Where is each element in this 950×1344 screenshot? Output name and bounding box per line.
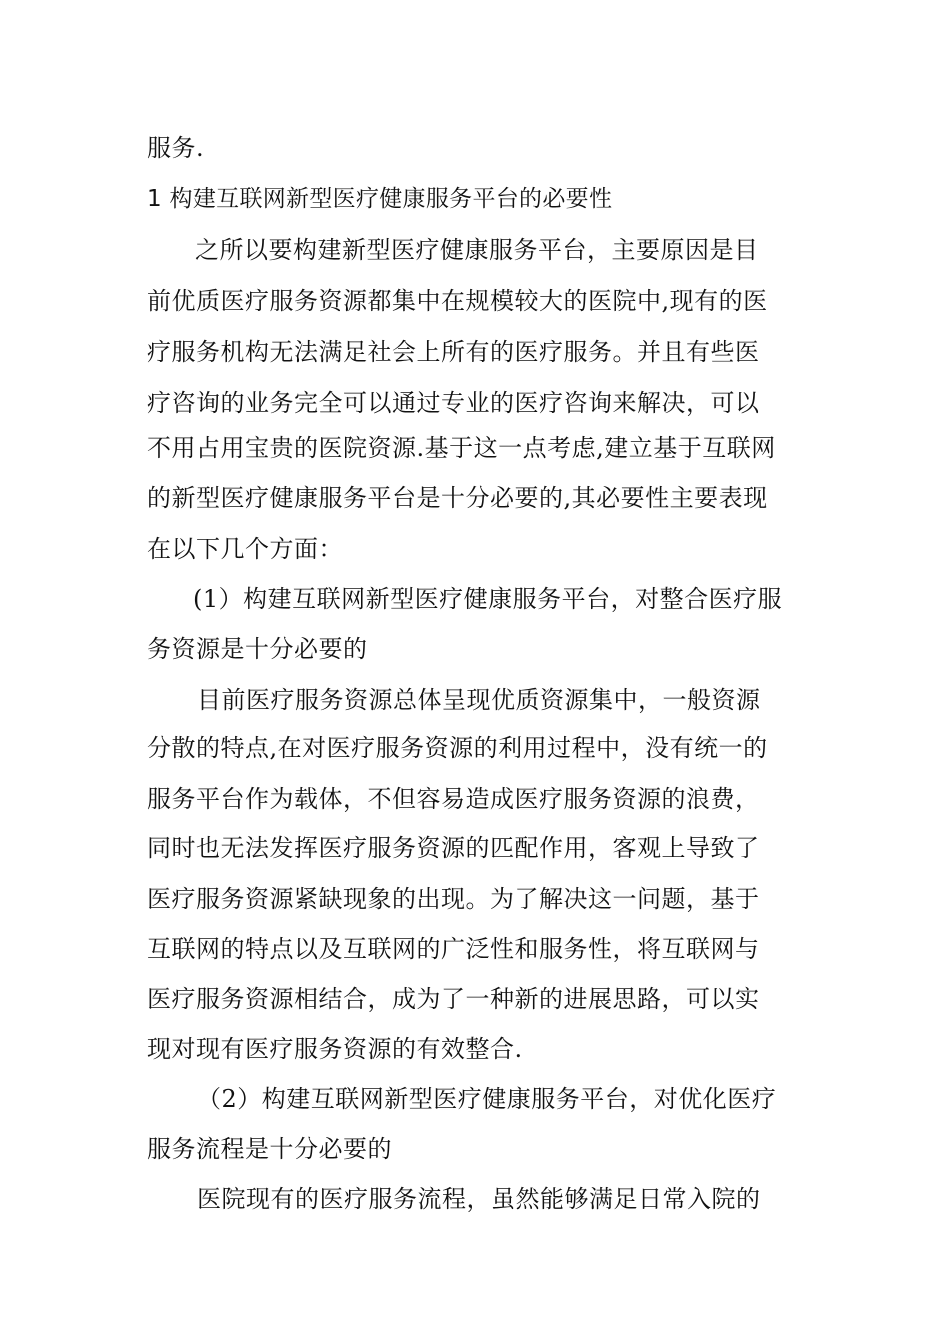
body-text-line: 在以下几个方面： bbox=[147, 535, 343, 563]
body-text-line: 疗服务机构无法满足社会上所有的医疗服务。并且有些医 bbox=[147, 338, 760, 366]
subsection-heading: 务资源是十分必要的 bbox=[147, 635, 368, 663]
body-text-line: 不用占用宝贵的医院资源.基于这一点考虑,建立基于互联网 bbox=[147, 434, 776, 462]
body-text-line: 服务平台作为载体，不但容易造成医疗服务资源的浪费， bbox=[147, 785, 760, 813]
body-text-line: 现对现有医疗服务资源的有效整合. bbox=[147, 1035, 523, 1063]
body-text-line: 同时也无法发挥医疗服务资源的匹配作用，客观上导致了 bbox=[147, 834, 760, 862]
subsection-heading: (1）构建互联网新型医疗健康服务平台，对整合医疗服 bbox=[193, 585, 783, 613]
subsection-heading: （2）构建互联网新型医疗健康服务平台，对优化医疗 bbox=[197, 1085, 777, 1113]
body-text-line: 服务. bbox=[147, 134, 205, 162]
body-text-line: 疗咨询的业务完全可以通过专业的医疗咨询来解决，可以 bbox=[147, 389, 760, 417]
body-text-line: 医疗服务资源相结合，成为了一种新的进展思路，可以实 bbox=[147, 985, 760, 1013]
body-text-line: 前优质医疗服务资源都集中在规模较大的医院中,现有的医 bbox=[147, 287, 768, 315]
subsection-heading: 服务流程是十分必要的 bbox=[147, 1135, 392, 1163]
body-text-line: 的新型医疗健康服务平台是十分必要的,其必要性主要表现 bbox=[147, 484, 768, 512]
body-text-line: 目前医疗服务资源总体呈现优质资源集中，一般资源 bbox=[197, 686, 761, 714]
body-text-line: 分散的特点,在对医疗服务资源的利用过程中，没有统一的 bbox=[147, 734, 768, 762]
section-heading: 1 构建互联网新型医疗健康服务平台的必要性 bbox=[147, 186, 613, 212]
body-text-line: 医疗服务资源紧缺现象的出现。为了解决这一问题，基于 bbox=[147, 885, 760, 913]
body-text-line: 之所以要构建新型医疗健康服务平台，主要原因是目 bbox=[195, 236, 759, 264]
body-text-line: 互联网的特点以及互联网的广泛性和服务性，将互联网与 bbox=[147, 935, 760, 963]
body-text-line: 医院现有的医疗服务流程，虽然能够满足日常入院的 bbox=[197, 1185, 761, 1213]
